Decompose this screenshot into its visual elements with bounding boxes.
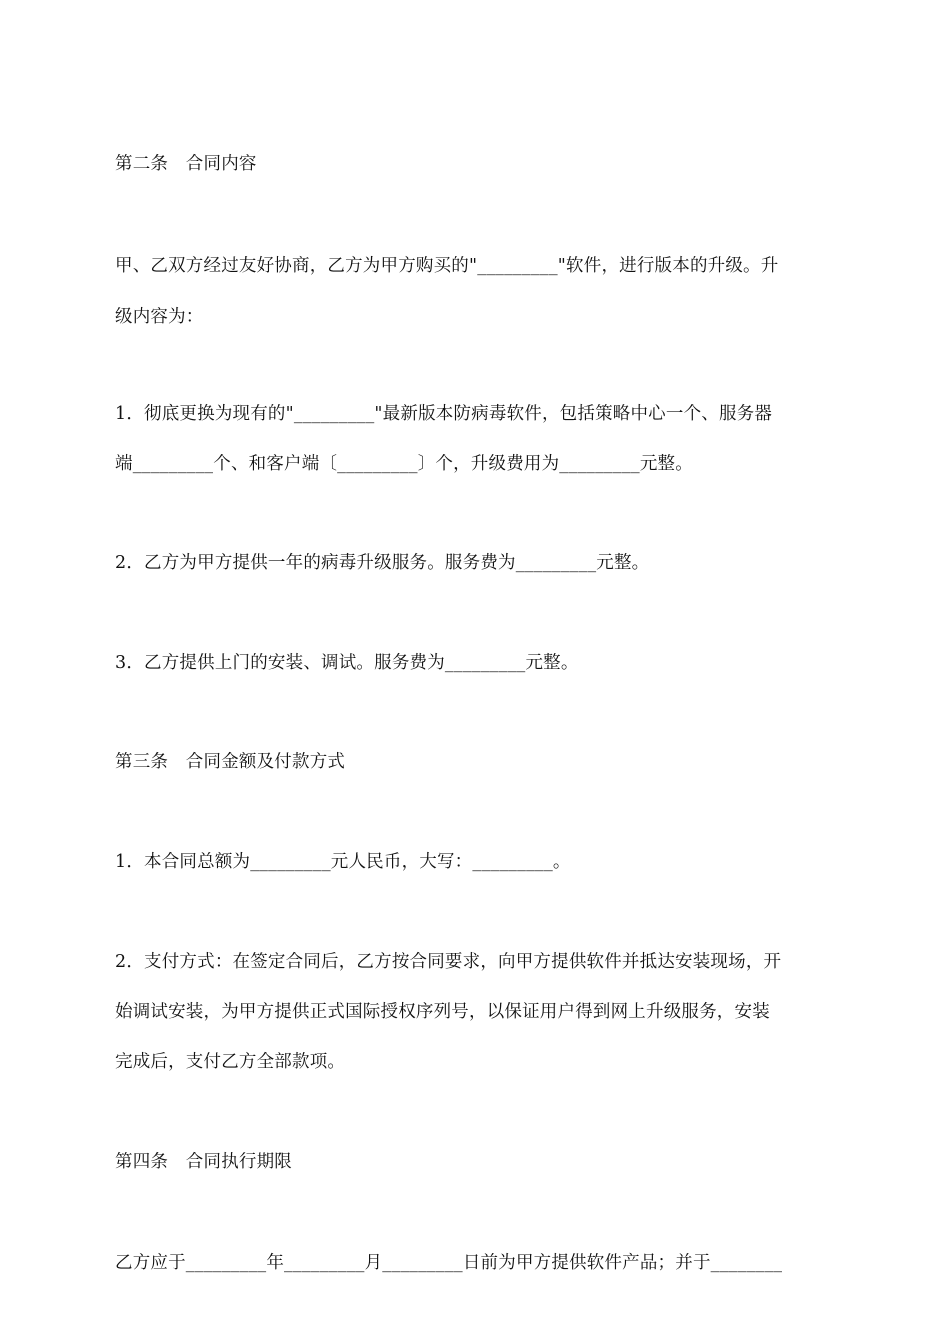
section-heading-4: 第四条 合同执行期限 (115, 1152, 292, 1172)
list-item-line: 2．支付方式：在签定合同后，乙方按合同要求，向甲方提供软件并抵达安装现场，开 (115, 952, 782, 972)
list-item-line: 1．本合同总额为_________元人民币，大写：_________。 (115, 852, 571, 872)
list-item-line: 端_________个、和客户端〔_________〕个，升级费用为_________元整。 (115, 454, 693, 474)
list-item-line: 1．彻底更换为现有的"_________"最新版本防病毒软件，包括策略中心一个、服务器 (115, 404, 773, 424)
section-heading-3: 第三条 合同金额及付款方式 (115, 752, 346, 772)
list-item-line: 完成后，支付乙方全部款项。 (115, 1052, 346, 1072)
paragraph-line: 级内容为： (115, 307, 204, 327)
paragraph-line: 甲、乙双方经过友好协商，乙方为甲方购买的"_________"软件，进行版本的升级。升 (115, 256, 779, 276)
list-item-line: 2．乙方为甲方提供一年的病毒升级服务。服务费为_________元整。 (115, 553, 650, 573)
list-item-line: 3．乙方提供上门的安装、调试。服务费为_________元整。 (115, 653, 579, 673)
list-item-line: 始调试安装，为甲方提供正式国际授权序列号，以保证用户得到网上升级服务，安装 (115, 1002, 770, 1022)
paragraph-line: 乙方应于_________年_________月_________日前为甲方提供软件产品；并于________ (115, 1253, 783, 1273)
section-heading-2: 第二条 合同内容 (115, 154, 257, 174)
